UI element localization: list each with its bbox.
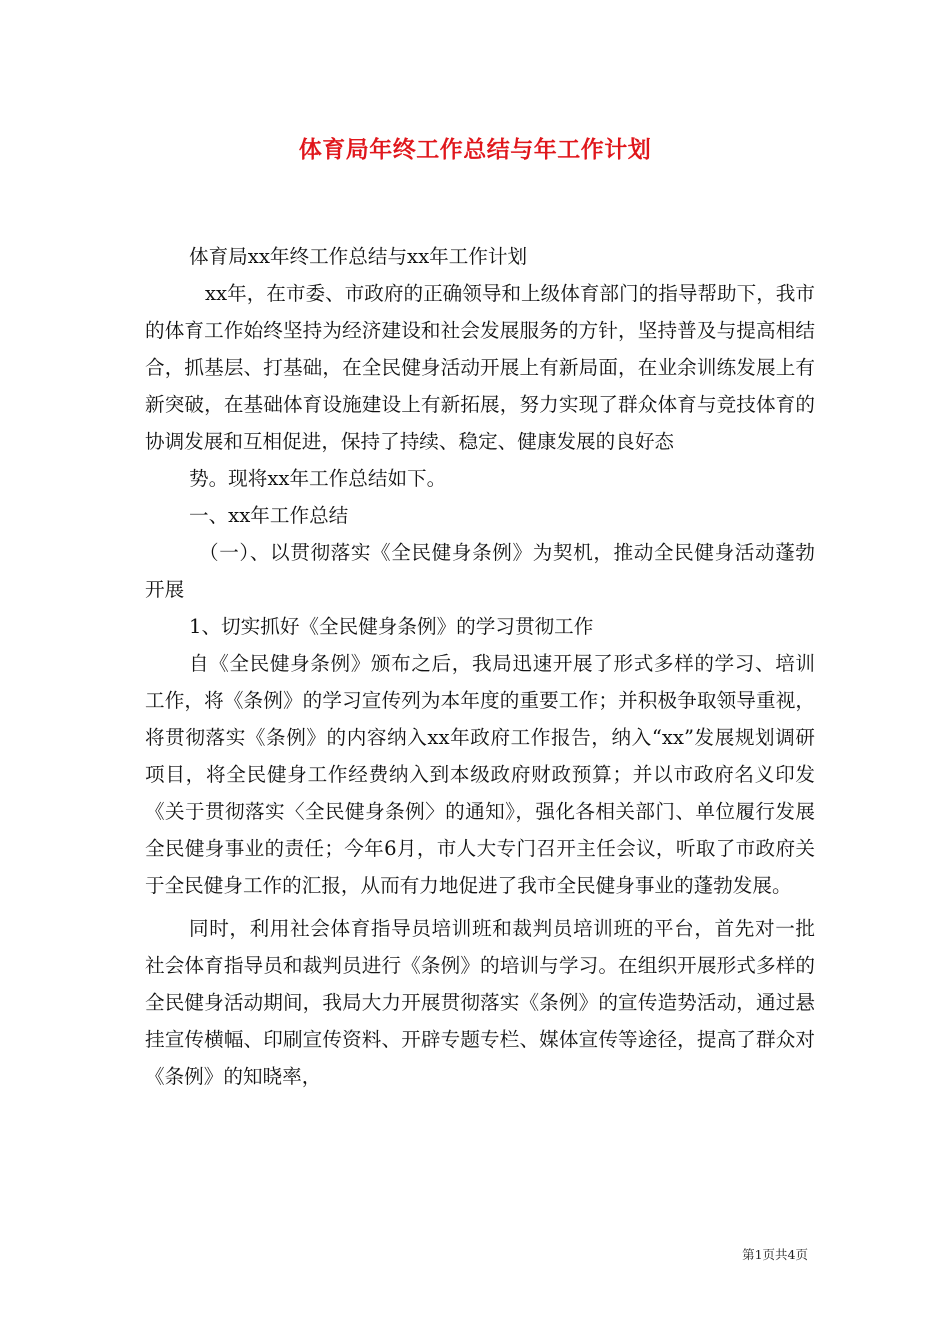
body-paragraph: 自《全民健身条例》颁布之后，我局迅速开展了形式多样的学习、培训工作，将《条例》的学习宣传列为本年度的重要工作；并积极争取领导重视，将贯彻落实《条例》的内容纳入xx年政府工作报告，纳入“xx”发展规划调研项目，将全民健身工作经费纳入到本级政府财政预算；并以市政府名义印发《关于贯彻落实〈全民健身条例〉的通知》，强化各相关部门、单位履行发展全民健身事业的责任；今年6月，市人大专门召开主任会议，听取了市政府关于全民健身工作的汇报，从而有力地促进了我市全民健身事业的蓬勃发展。 [145,652,815,897]
body-paragraph: 体育局xx年终工作总结与xx年工作计划 [189,245,528,268]
body-paragraph: 同时，利用社会体育指导员培训班和裁判员培训班的平台，首先对一批社会体育指导员和裁判员进行《条例》的培训与学习。在组织开展形式多样的全民健身活动期间，我局大力开展贯彻落实《条例》的宣传造势活动，通过悬挂宣传横幅、印刷宣传资料、开辟专题专栏、媒体宣传等途径，提高了群众对《条例》的知晓率， [145,917,815,1088]
document-body [145,238,815,1095]
item-heading: 1、切实抓好《全民健身条例》的学习贯彻工作 [189,615,594,638]
body-paragraph: xx年，在市委、市政府的正确领导和上级体育部门的指导帮助下，我市的体育工作始终坚持为经济建设和社会发展服务的方针，坚持普及与提高相结合，抓基层、打基础，在全民健身活动开展上有新局面，在业余训练发展上有新突破，在基础体育设施建设上有新拓展，努力实现了群众体育与竞技体育的协调发展和互相促进，保持了持续、稳定、健康发展的良好态 [145,282,815,453]
subsection-heading: （一）、以贯彻落实《全民健身条例》为契机，推动全民健身活动蓬勃开展 [145,541,815,601]
document-title: 体育局年终工作总结与年工作计划 [298,137,652,163]
section-heading: 一、xx年工作总结 [189,504,349,527]
page-number-footer: 第1页共4页 [742,1247,808,1262]
body-paragraph: 势。现将xx年工作总结如下。 [189,467,447,490]
